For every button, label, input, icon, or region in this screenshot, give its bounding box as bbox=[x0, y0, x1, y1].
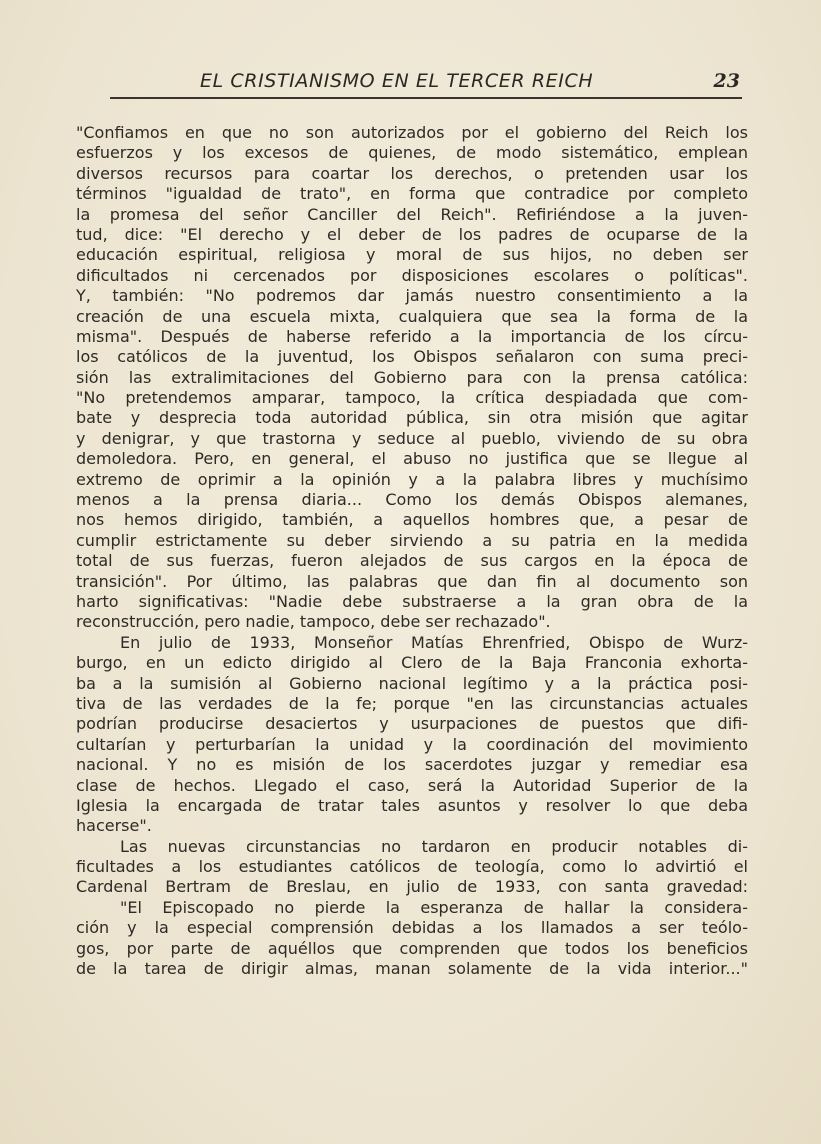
text-line: los católicos de la juventud, los Obispos señalaron con suma preci- bbox=[76, 347, 748, 367]
text-line: diversos recursos para coartar los derechos, o pretenden usar los bbox=[76, 163, 748, 183]
text-line: tiva de las verdades de la fe; porque "en las circunstancias actuales bbox=[76, 693, 748, 713]
text-line: menos a la prensa diaria... Como los demás Obispos alemanes, bbox=[76, 490, 748, 510]
text-line: esfuerzos y los excesos de quienes, de modo sistemático, emplean bbox=[76, 143, 748, 163]
text-line: En julio de 1933, Monseñor Matías Ehrenfried, Obispo de Wurz- bbox=[120, 632, 748, 652]
text-line: total de sus fuerzas, fueron alejados de sus cargos en la época de bbox=[76, 551, 748, 571]
text-line: misma". Después de haberse referido a la importancia de los círcu- bbox=[76, 326, 748, 346]
text-line: Cardenal Bertram de Breslau, en julio de 1933, con santa gravedad: bbox=[76, 877, 748, 897]
text-line: de la tarea de dirigir almas, manan solamente de la vida interior..." bbox=[76, 959, 748, 979]
running-title: EL CRISTIANISMO EN EL TERCER REICH bbox=[200, 70, 594, 92]
text-line: "El Episcopado no pierde la esperanza de hallar la considera- bbox=[120, 897, 748, 917]
header-rule bbox=[110, 97, 742, 99]
text-line: términos "igualdad de trato", en forma que contradice por completo bbox=[76, 184, 748, 204]
text-line: Y, también: "No podremos dar jamás nuestro consentimiento a la bbox=[76, 286, 748, 306]
text-line: nos hemos dirigido, también, a aquellos hombres que, a pesar de bbox=[76, 510, 748, 530]
text-line: harto significativas: "Nadie debe substraerse a la gran obra de la bbox=[76, 591, 748, 611]
text-line: dificultados ni cercenados por disposiciones escolares o políticas". bbox=[76, 265, 748, 285]
text-line: reconstrucción, pero nadie, tampoco, debe ser rechazado". bbox=[76, 612, 551, 632]
text-line: cumplir estrictamente su deber sirviendo a su patria en la medida bbox=[76, 530, 748, 550]
text-line: Iglesia la encargada de tratar tales asuntos y resolver lo que deba bbox=[76, 795, 748, 815]
text-line: educación espiritual, religiosa y moral de sus hijos, no deben ser bbox=[76, 245, 748, 265]
text-line: Las nuevas circunstancias no tardaron en producir notables di- bbox=[120, 836, 748, 856]
body-text bbox=[76, 123, 748, 979]
text-line: la promesa del señor Canciller del Reich". Refiriéndose a la juven- bbox=[76, 204, 748, 224]
text-line: hacerse". bbox=[76, 816, 152, 836]
text-line: tud, dice: "El derecho y el deber de los padres de ocuparse de la bbox=[76, 224, 748, 244]
text-line: ción y la especial comprensión debidas a los llamados a ser teólo- bbox=[76, 918, 748, 938]
page-number: 23 bbox=[713, 70, 740, 92]
text-line: y denigrar, y que trastorna y seduce al pueblo, viviendo de su obra bbox=[76, 428, 748, 448]
text-line: ba a la sumisión al Gobierno nacional legítimo y a la práctica posi- bbox=[76, 673, 748, 693]
text-line: transición". Por último, las palabras que dan fin al documento son bbox=[76, 571, 748, 591]
text-line: nacional. Y no es misión de los sacerdotes juzgar y remediar esa bbox=[76, 755, 748, 775]
text-line: "Confiamos en que no son autorizados por el gobierno del Reich los bbox=[76, 123, 748, 142]
text-line: burgo, en un edicto dirigido al Clero de la Baja Franconia exhorta- bbox=[76, 653, 748, 673]
text-line: clase de hechos. Llegado el caso, será la Autoridad Superior de la bbox=[76, 775, 748, 795]
text-line: gos, por parte de aquéllos que comprenden que todos los beneficios bbox=[76, 938, 748, 958]
text-line: demoledora. Pero, en general, el abuso no justifica que se llegue al bbox=[76, 449, 748, 469]
text-line: creación de una escuela mixta, cualquiera que sea la forma de la bbox=[76, 306, 748, 326]
text-line: bate y desprecia toda autoridad pública, sin otra misión que agitar bbox=[76, 408, 748, 428]
text-line: podrían producirse desaciertos y usurpaciones de puestos que difi- bbox=[76, 714, 748, 734]
text-line: "No pretendemos amparar, tampoco, la crítica despiadada que com- bbox=[76, 388, 748, 408]
text-line: ficultades a los estudiantes católicos de teología, como lo advirtió el bbox=[76, 857, 748, 877]
text-line: cultarían y perturbarían la unidad y la coordinación del movimiento bbox=[76, 734, 748, 754]
text-line: extremo de oprimir a la opinión y a la palabra libres y muchísimo bbox=[76, 469, 748, 489]
text-line: sión las extralimitaciones del Gobierno para con la prensa católica: bbox=[76, 367, 748, 387]
page-header bbox=[110, 68, 742, 98]
